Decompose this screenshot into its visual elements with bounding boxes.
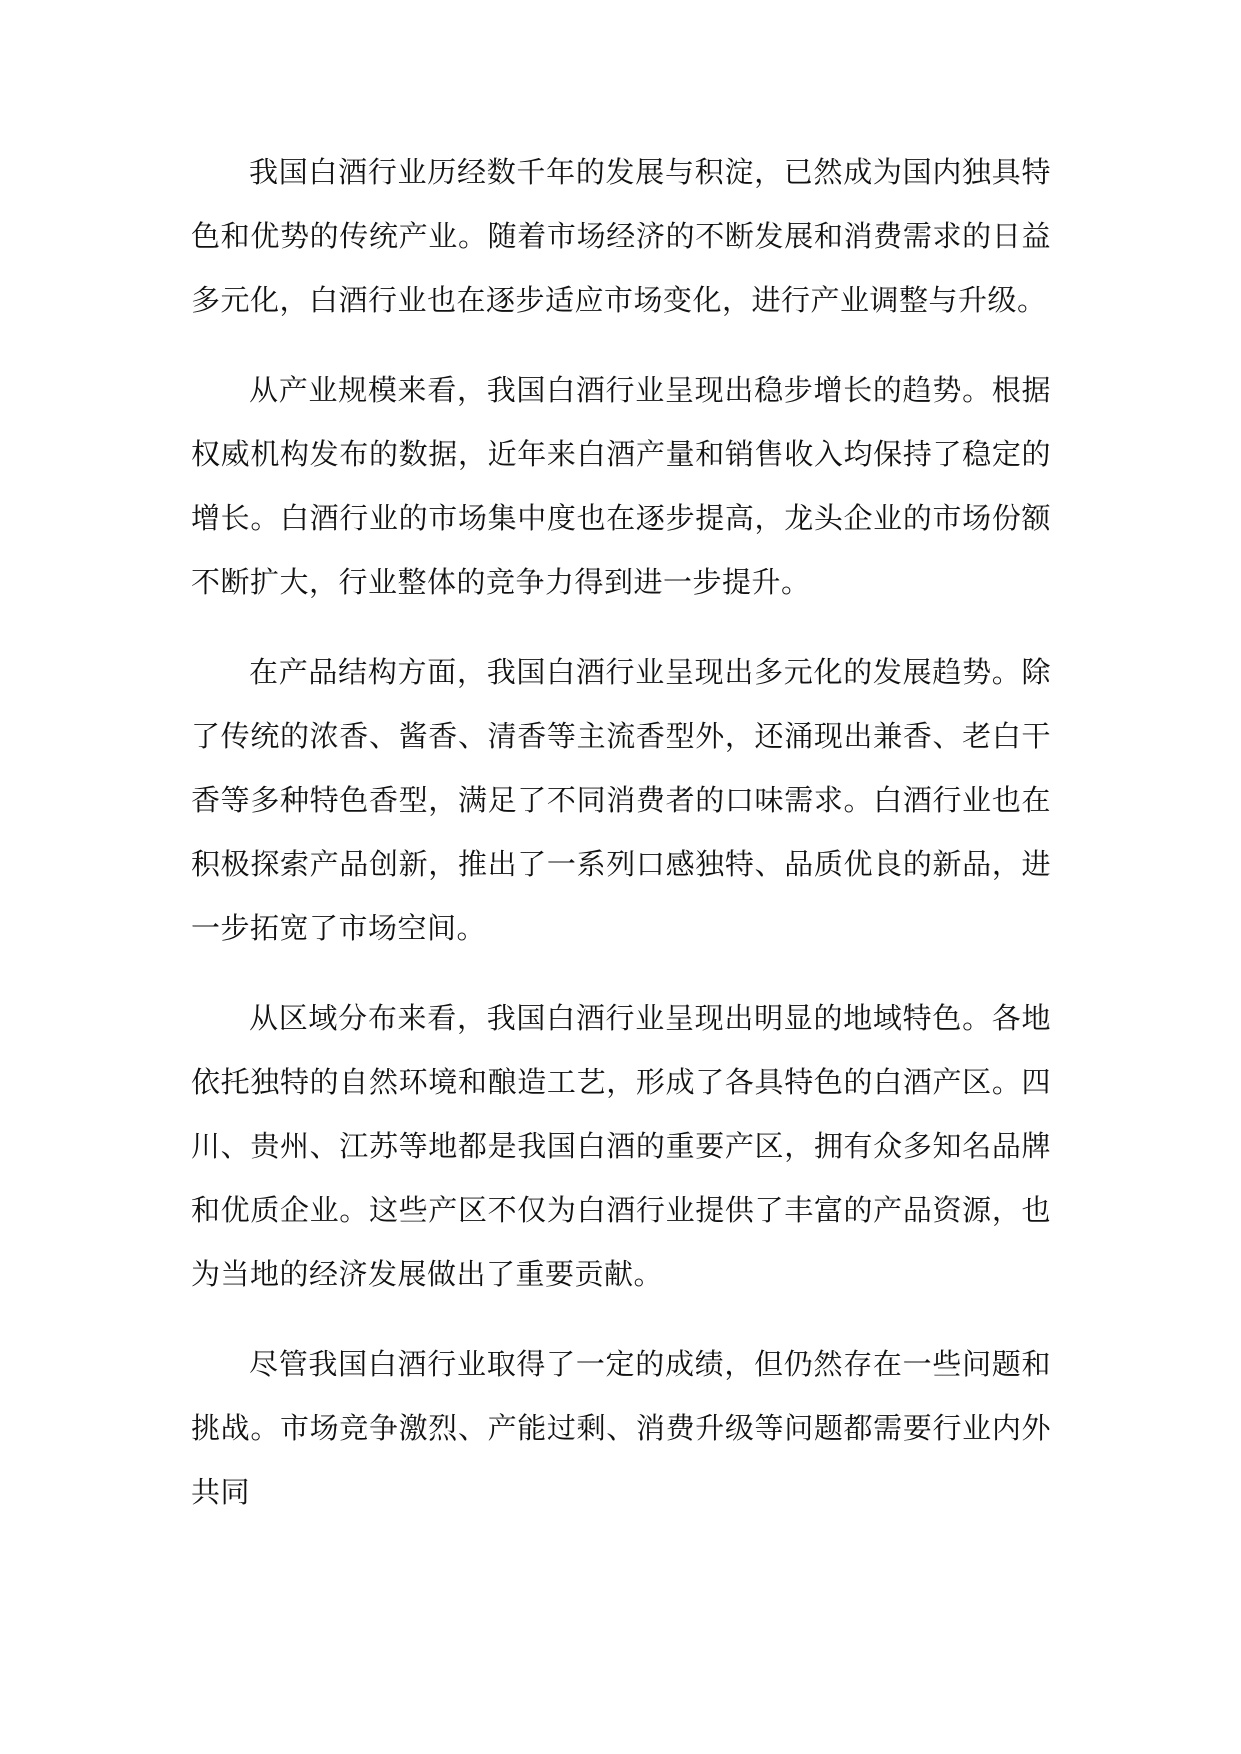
- paragraph: 尽管我国白酒行业取得了一定的成绩，但仍然存在一些问题和挑战。市场竞争激烈、产能过剩、消费升级等问题都需要行业内外共同: [191, 1347, 1051, 1509]
- paragraph: 我国白酒行业历经数千年的发展与积淀，已然成为国内独具特色和优势的传统产业。随着市场经济的不断发展和消费需求的日益多元化，白酒行业也在逐步适应市场变化，进行产业调整与升级。: [191, 155, 1051, 317]
- body-text: [191, 140, 1051, 1550]
- paragraph: 在产品结构方面，我国白酒行业呈现出多元化的发展趋势。除了传统的浓香、酱香、清香等主流香型外，还涌现出兼香、老白干香等多种特色香型，满足了不同消费者的口味需求。白酒行业也在积极探索产品创新，推出了一系列口感独特、品质优良的新品，进一步拓宽了市场空间。: [191, 655, 1051, 945]
- paragraph: 从产业规模来看，我国白酒行业呈现出稳步增长的趋势。根据权威机构发布的数据，近年来白酒产量和销售收入均保持了稳定的增长。白酒行业的市场集中度也在逐步提高，龙头企业的市场份额不断扩大，行业整体的竞争力得到进一步提升。: [191, 373, 1051, 599]
- paragraph: 从区域分布来看，我国白酒行业呈现出明显的地域特色。各地依托独特的自然环境和酿造工艺，形成了各具特色的白酒产区。四川、贵州、江苏等地都是我国白酒的重要产区，拥有众多知名品牌和优质企业。这些产区不仅为白酒行业提供了丰富的产品资源，也为当地的经济发展做出了重要贡献。: [191, 1001, 1051, 1291]
